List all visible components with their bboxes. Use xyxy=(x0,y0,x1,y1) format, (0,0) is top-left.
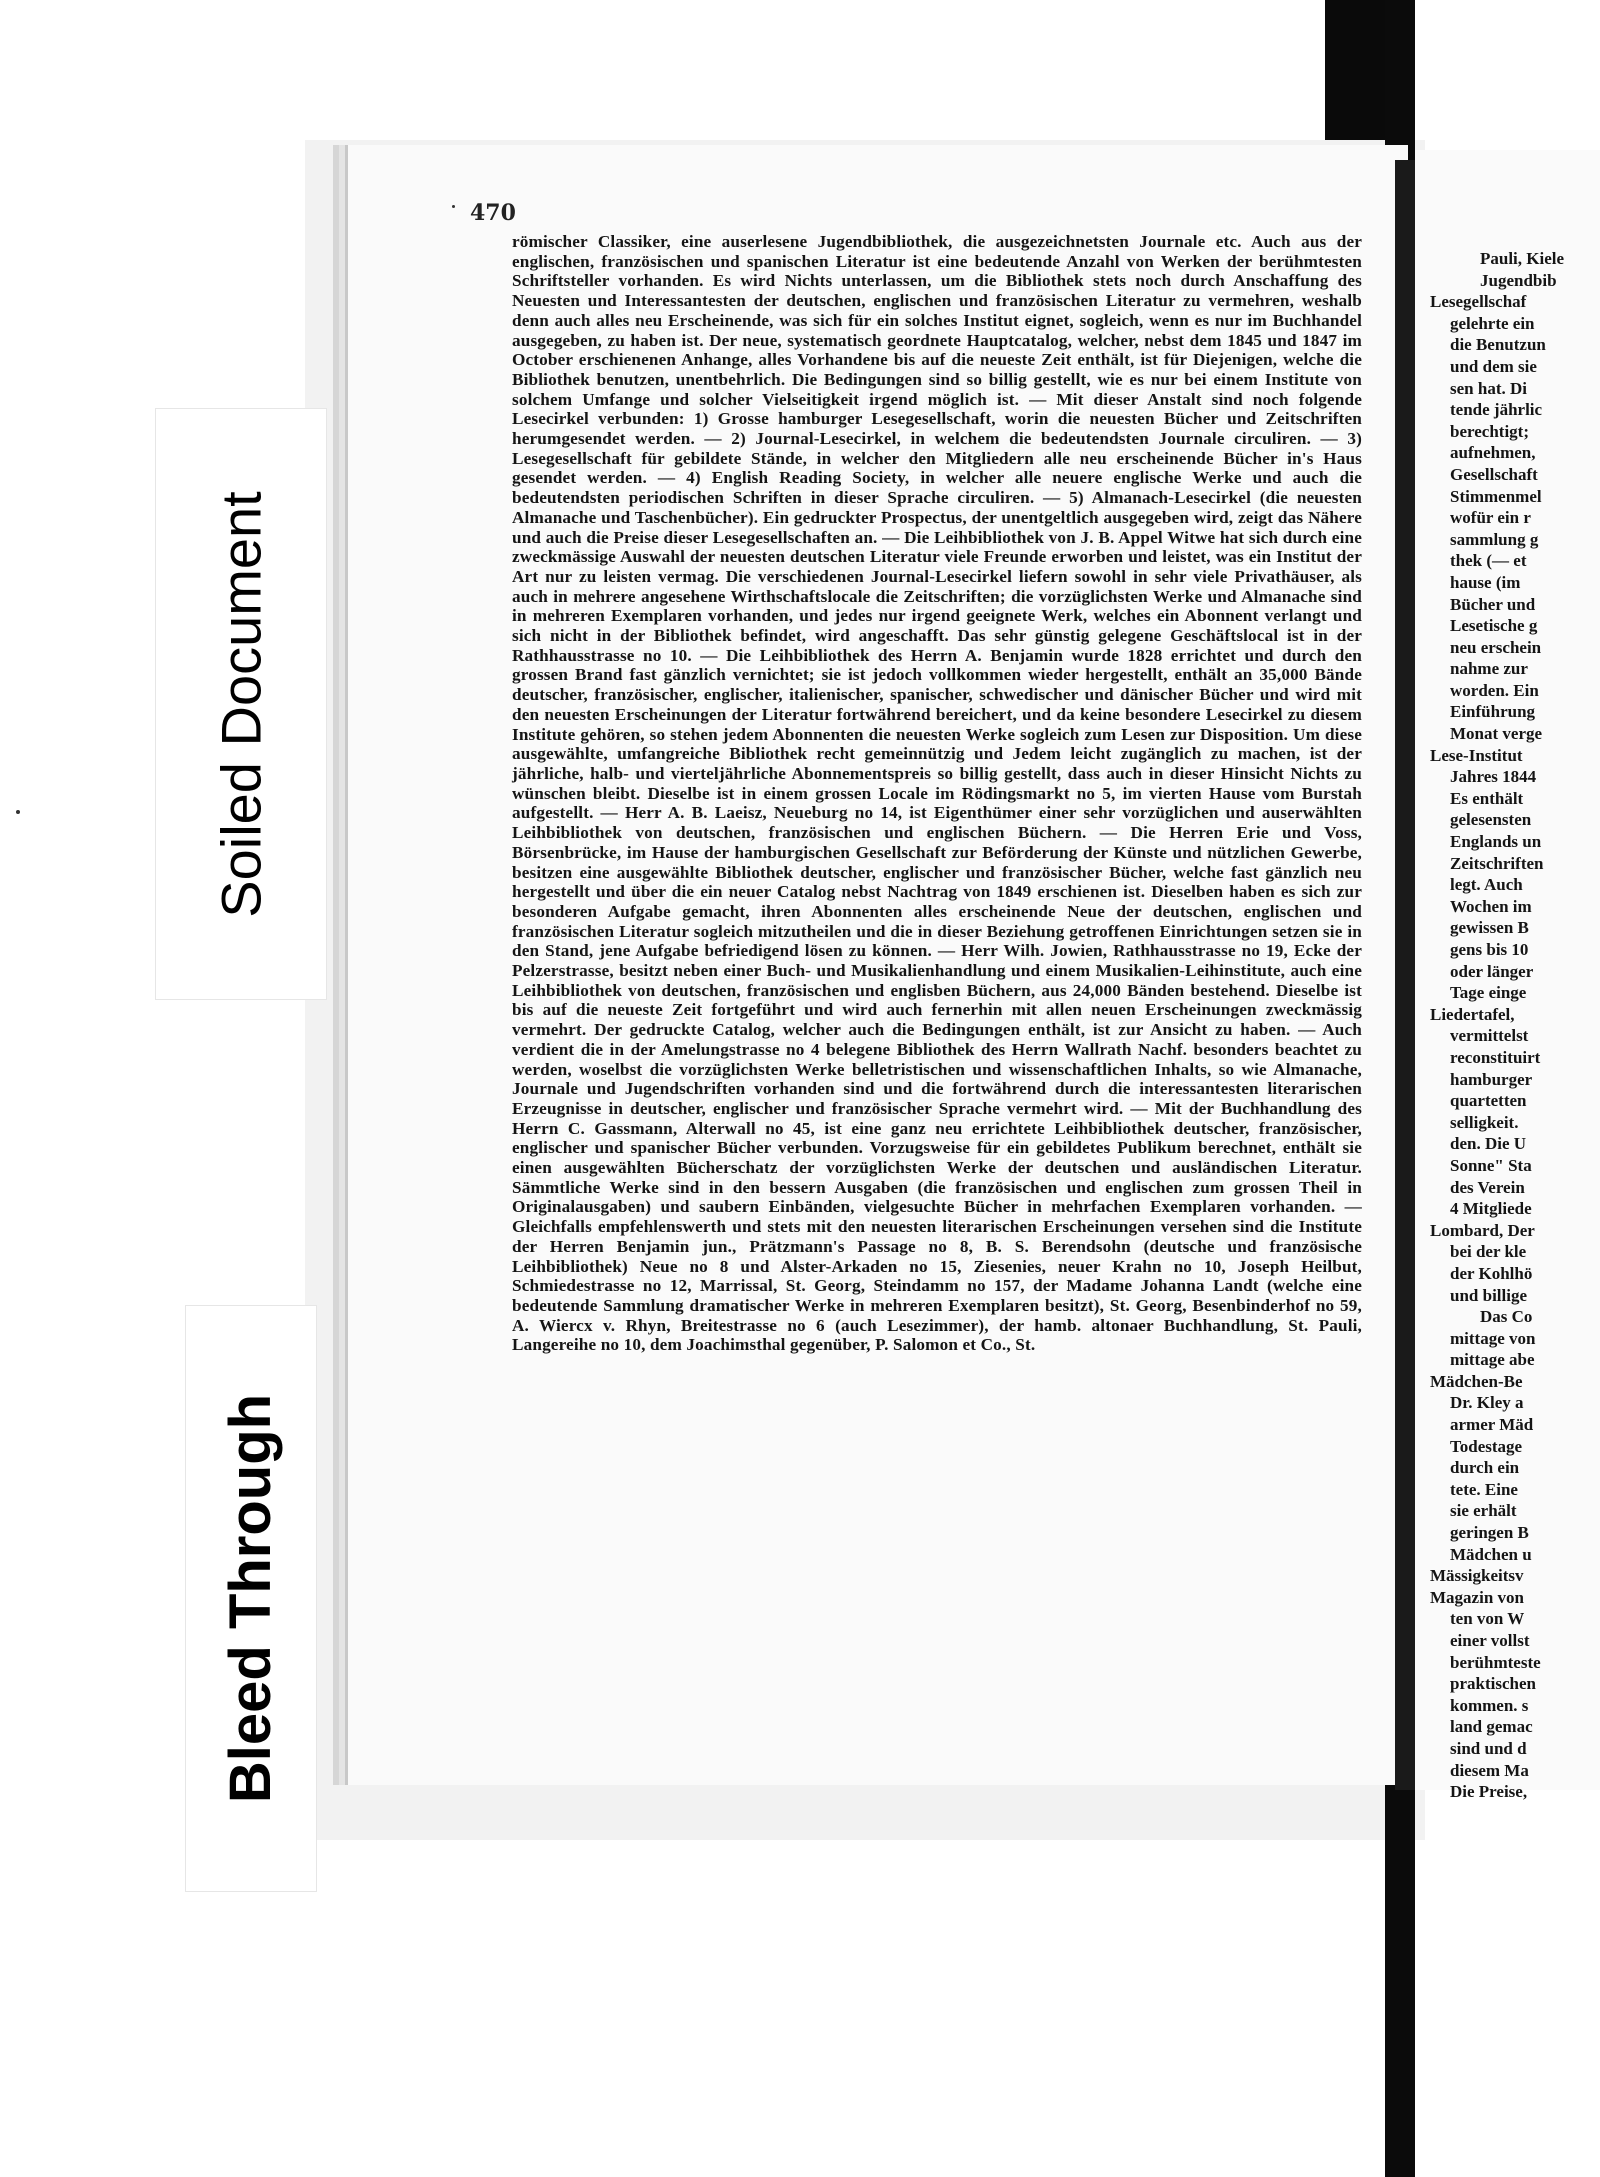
right-column-line: legt. Auch xyxy=(1450,875,1523,895)
right-column-line: Dr. Kley a xyxy=(1450,1393,1524,1413)
right-column-line: Todestage xyxy=(1450,1436,1523,1456)
right-column-line: Wochen im xyxy=(1450,896,1532,916)
right-column-line: neu erschein xyxy=(1450,637,1542,657)
right-column-line: Liedertafel, xyxy=(1430,1004,1515,1024)
right-column-line: Monat verge xyxy=(1450,724,1543,744)
right-column-line: Lesegellschaf xyxy=(1430,292,1527,312)
dust-speck xyxy=(452,205,455,208)
right-column-line: sie erhält xyxy=(1450,1501,1517,1521)
right-column-line: berühmteste xyxy=(1450,1652,1541,1672)
page-number: 470 xyxy=(470,200,516,226)
right-column-line: wofür ein r xyxy=(1450,508,1531,528)
right-column-line: quartetten xyxy=(1450,1091,1527,1111)
right-column-line: die Benutzun xyxy=(1450,335,1546,355)
right-column-line: armer Mäd xyxy=(1450,1415,1534,1435)
right-column-line: kommen. s xyxy=(1450,1695,1529,1715)
right-column-line: reconstituirt xyxy=(1450,1047,1541,1067)
right-column-line: diesem Ma xyxy=(1450,1760,1529,1780)
right-column-line: Lese-Institut xyxy=(1430,745,1523,765)
right-column-line: Lesetische g xyxy=(1450,616,1538,636)
right-column-line: mittage abe xyxy=(1450,1350,1535,1370)
right-column-line: geringen B xyxy=(1450,1523,1529,1543)
right-column-line: Jahres 1844 xyxy=(1450,767,1537,787)
right-column-line: land gemac xyxy=(1450,1717,1533,1737)
right-column-line: bei der kle xyxy=(1450,1242,1527,1262)
right-column-line: Gesellschaft xyxy=(1450,464,1538,484)
bleed-through-label xyxy=(185,1305,317,1892)
right-column-line: praktischen xyxy=(1450,1674,1536,1694)
right-column-line: sammlung g xyxy=(1450,529,1539,549)
right-column-line: Die Preise, xyxy=(1450,1782,1528,1802)
right-column-line: des Verein xyxy=(1450,1177,1525,1197)
right-column-line: Pauli, Kiele xyxy=(1480,249,1565,268)
right-column-line: Einführung xyxy=(1450,702,1536,722)
right-column-line: worden. Ein xyxy=(1450,680,1539,700)
right-column-line: Magazin von xyxy=(1430,1587,1524,1607)
right-column-line: der Kohlhö xyxy=(1450,1263,1533,1283)
right-column-line: Lombard, Der xyxy=(1430,1220,1535,1240)
right-column-line: Stimmenmel xyxy=(1450,486,1542,506)
right-column-line: sind und d xyxy=(1450,1738,1527,1758)
right-column-line: oder länger xyxy=(1450,961,1534,981)
right-column-line: gelesensten xyxy=(1450,810,1532,830)
right-column-line: vermittelst xyxy=(1450,1026,1529,1046)
right-column-line: Mässigkeitsv xyxy=(1430,1566,1524,1586)
right-column-line: tende jährlic xyxy=(1450,400,1543,420)
right-column-line: gewissen B xyxy=(1450,918,1529,938)
right-column-line: den. Die U xyxy=(1450,1134,1527,1154)
right-column-line: Mädchen u xyxy=(1450,1544,1532,1564)
right-column-line: ten von W xyxy=(1450,1609,1525,1629)
right-column-line: Das Co xyxy=(1480,1307,1533,1327)
bleed-through-label-text: Bleed Through xyxy=(218,1393,284,1804)
right-column-line: Sonne" Sta xyxy=(1450,1155,1532,1175)
right-column-line: selligkeit. xyxy=(1450,1112,1519,1132)
body-paragraph: römischer Classiker, eine auserlesene Jugendbibliothek, die ausgezeichnetsten Journale etc. Auch aus der englischen, französischen und spanischen Literatur ist eine bedeutende Anzahl von Werken der berühmtesten Schriftsteller vorhanden. Es wird Nichts unterlassen, um die Bibliothek stets noch durch Anschaffung des Neuesten und Interessantesten der deutschen, englischen und französischen Literatur zu vermehren, weshalb denn auch alles neu Erscheinende, was sich für ein solches Institut eignet, sogleich, wenn es nur im Buchhandel ausgegeben, zu haben ist. Der neue, systematisch geordnete Hauptcatalog, welcher, nebst dem 1845 und 1847 im October erschienenen Anhange, alles Vorhandene bis auf die neueste Zeit enthält, ist für Diejenigen, welche die Bibliothek benutzen, unentbehrlich. Die Bedingungen sind so billig gestellt, wie es nur bei einem Institute von solchem Umfange und solcher Vielseitigkeit irgend möglich ist. — Mit dieser Anstalt sind noch folgende Lesecirkel verbunden: 1) Grosse hamburger Lesegesellschaft, worin die neuesten Bücher und Zeitschriften herumgesendet werden. — 2) Journal-Lesecirkel, in welchem die bedeutendsten Journale circuliren. — 3) Lesegesellschaft für gebildete Stände, in welcher den Mitgliedern alle neu erscheinende Bücher in's Haus gesendet werden. — 4) English Reading Society, in welcher alle neuere englische Werke und auch die bedeutendsten periodischen Schriften in dieser Sprache circuliren. — 5) Almanach-Lesecirkel (die neuesten Almanache und Taschenbücher). Ein gedruckter Prospectus, der unentgeltlich ausgegeben wird, zeigt das Nähere und auch die Preise dieser Lesegesellschaften an. — Die Leihbibliothek von J. B. Appel Witwe hat sich durch eine zweckmässige Auswahl der neuesten deutschen Literatur viele Freunde erworben und leistet, was ein Institut der Art nur zu leisten vermag. Die verschiedenen Journal-Lesecirkel liefern sowohl in sehr viele Privathäuser, als auch in mehrere angesehene Wirthschaftslocale die Zeitschriften; die vorzüglichsten Werke und Almanache sind in mehreren Exemplaren vorhanden, und jedes nur irgend geeignete Werk, welches ein Abonnent verlangt und sich nicht in der Bibliothek befindet, wird angeschafft. Das sehr günstig gelegene Geschäftslocal ist in der Rathhausstrasse no 10. — Die Leihbibliothek des Herrn A. Benjamin wurde 1828 errichtet und durch den grossen Brand fast gänzlich vernichtet; sie ist jedoch vollkommen wieder hergestellt, enthält an 35,000 Bände deutscher, französischer, englischer, italienischer, spanischer, schwedischer und dänischer Bücher und wird mit den neuesten Erscheinungen der Literatur fortwährend bereichert, und da keine besondere Lesecirkel zu diesem Institute gehören, so stehen jedem Abonnenten die neuesten Werke sogleich zum Lesen zur Disposition. Um diese ausgewählte, umfangreiche Bibliothek recht gemeinnützig und Jedem leicht zugänglich zu machen, ist der jährliche, halb- und vierteljährliche Abonnementspreis so billig gestellt, dass auch in dieser Hinsicht Nichts zu wünschen bleibt. Dieselbe ist in einem grossen Locale im Rödingsmarkt no 5, im vierten Hause vom Burstah aufgestellt. — Herr A. B. Laeisz, Neueburg no 14, ist Eigenthümer einer sehr vorzüglichen und auserwählten Leihbibliothek von deutschen, französischen und englischen Büchern. — Die Herren Erie und Voss, Börsenbrücke, im Hause der hamburgischen Gesellschaft zur Beförderung der Künste und nützlichen Gewerbe, besitzen eine ausgewählte Bibliothek deutscher, englischer und französischer Bücher, welche fast gänzlich neu hergestellt und über die ein neuer Catalog nebst Nachtrag von 1849 erschienen ist. Dieselben haben es sich zur besonderen Aufgabe gemacht, ihren Abonnenten alles erscheinende Neue der deutschen, englischen und französischen Literatur sogleich mitzutheilen und die in dieser Beziehung getroffenen Einrichtungen setzen sie in den Stand, jene Aufgabe befriedigend lösen zu können. — Herr Wilh. Jowien, Rathhausstrasse no 19, Ecke der Pelzerstrasse, besitzt neben einer Buch- und Musikalienhandlung und einem Musikalien-Leihinstitute, auch eine Leihbibliothek von deutschen, französischen und englisben Büchern, aus 24,000 Bänden bestehend. Dieselbe ist bis auf die neueste Zeit fortgeführt und wird auch fernerhin mit allen neuen Erscheinungen zweckmässig vermehrt. Der gedruckte Catalog, welcher auch die Bedingungen enthält, ist zur Ansicht zu haben. — Auch verdient die in der Amelungstrasse no 4 belegene Bibliothek des Herrn Wallrath Nachf. besonders beachtet zu werden, woselbst die vorzüglichsten Werke belletristischen und wissenschaftlichen Inhalts, so wie Almanache, Journale und Jugendschriften vorhanden sind und die fortwährend durch die interessantesten literarischen Erzeugnisse in deutscher, englischer und französischer Sprache vermehrt wird. — Mit der Buchhandlung des Herrn C. Gassmann, Alterwall no 45, ist eine ganz neu errichtete Leihbibliothek deutscher, französischer, englischer und spanischer Bücher verbunden. Vorzugsweise für ein gebildetes Publikum berechnet, enthält sie einen ausgewählten Bücherschatz der vorzüglichsten Werke der deutschen und ausländischen Literatur. Sämmtliche Werke sind in den bessern Ausgaben (die französischen und englischen zum grossen Theil in Originalausgaben) und saubern Einbänden, vielgesuchte Bücher in mehrfachen Exemplaren vorhanden. — Gleichfalls empfehlenswerth und stets mit den neuesten literarischen Erscheinungen versehen sind die Institute der Herren Benjamin jun., Prätzmann's Passage no 8, B. S. Berendsohn (deutsche und französische Leihbibliothek) Neue no 8 und Alster-Arkaden no 15, Ziesenies, neuer Krahn no 10, Joseph Heilbut, Schmiedestrasse no 12, Marrissal, St. Georg, Steindamm no 157, der Madame Johanna Landt (welche eine bedeutende Sammlung dramatischer Werke in mehreren Exemplaren besitzt), St. Georg, Besenbinderhof no 59, A. Wiercx v. Rhyn, Breitestrasse no 6 (auch Lesezimmer), der hamb. altonaer Buchhandlung, St. Pauli, Langereihe no 10, dem Joachimsthal gegenüber, P. Salomon et Co., St. xyxy=(512,232,1362,1355)
dust-speck xyxy=(16,810,20,814)
right-column-line: hause (im xyxy=(1450,572,1521,592)
right-column-line: Englands un xyxy=(1450,832,1542,852)
right-column-line: und dem sie xyxy=(1450,356,1537,376)
right-column-line: 4 Mitgliede xyxy=(1450,1199,1532,1219)
right-column-line: mittage von xyxy=(1450,1328,1536,1348)
right-column-line: Bücher und xyxy=(1450,594,1536,614)
page-body-text xyxy=(512,232,1362,1355)
right-column-line: durch ein xyxy=(1450,1458,1520,1478)
right-column-line: aufnehmen, xyxy=(1450,443,1536,463)
right-column-line: und billige xyxy=(1450,1285,1528,1305)
right-column-line: hamburger xyxy=(1450,1069,1533,1089)
soiled-document-label xyxy=(155,408,327,1000)
right-column-line: thek (— et xyxy=(1450,551,1527,571)
right-column-line: Zeitschriften xyxy=(1450,853,1544,873)
right-column-line: Tage einge xyxy=(1450,983,1527,1003)
book-gutter xyxy=(1395,160,1415,1790)
right-column-line: sen hat. Di xyxy=(1450,378,1527,398)
right-column-line: gens bis 10 xyxy=(1450,940,1529,959)
right-column-line: gelehrte ein xyxy=(1450,313,1535,333)
right-column-line: tete. Eine xyxy=(1450,1479,1518,1499)
right-column-line: Mädchen-Be xyxy=(1430,1371,1523,1391)
right-column-line: einer vollst xyxy=(1450,1631,1530,1650)
right-column-line: Es enthält xyxy=(1450,788,1524,808)
right-column-line: Jugendbib xyxy=(1480,270,1557,290)
soiled-document-label-text: Soiled Document xyxy=(209,490,273,918)
right-page-column xyxy=(1430,248,1600,1803)
right-column-line: nahme zur xyxy=(1450,659,1528,679)
right-column-line: berechtigt; xyxy=(1450,421,1529,441)
